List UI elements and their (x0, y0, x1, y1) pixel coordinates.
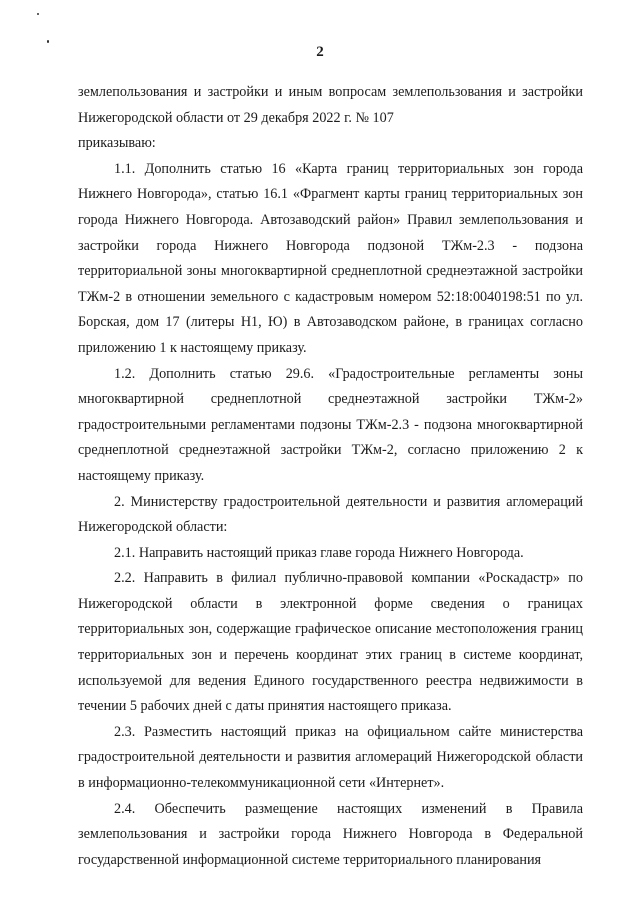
paragraph: 1.1. Дополнить статью 16 «Карта границ территориальных зон города Нижнего Новгорода», статью 16.1 «Фрагмент карты границ территориальных зон города Нижнего Новгорода. Автозаводский район» Правил землепользования и застройки города Нижнего Новгорода подзоной ТЖм-2.3 - подзона территориальной зоны многоквартирной среднеплотной среднеэтажной застройки ТЖм-2 в отношении земельного с кадастровым номером 52:18:0040198:51 по ул. Борская, дом 17 (литеры Н1, Ю) в Автозаводском районе, в границах согласно приложению 1 к настоящему приказу. (78, 160, 583, 356)
paragraph: 2.1. Направить настоящий приказ главе города Нижнего Новгорода. (114, 544, 524, 561)
scan-speck (37, 13, 39, 15)
paragraph: 2. Министерству градостроительной деятельности и развития агломераций Нижегородской области: (78, 493, 583, 536)
document-body (78, 80, 583, 873)
paragraph: 2.4. Обеспечить размещение настоящих изменений в Правила землепользования и застройки города Нижнего Новгорода в Федеральной государственной информационной системе территориального планирования (78, 800, 583, 868)
paragraph: приказываю: (78, 135, 156, 152)
paragraph: землепользования и застройки и иным вопросам землепользования и застройки Нижегородской области от 29 декабря 2022 г. № 107 (78, 84, 583, 126)
paragraph: 2.2. Направить в филиал публично-правовой компании «Роскадастр» по Нижегородской области в электронной форме сведения о границах территориальных зон, содержащие графическое описание местоположения границ территориальных зон и перечень координат этих границ в системе координат, используемой для ведения Единого государственного реестра недвижимости в течении 5 рабочих дней с даты принятия настоящего приказа. (78, 570, 583, 715)
scan-speck (47, 40, 49, 43)
paragraph: 2.3. Разместить настоящий приказ на официальном сайте министерства градостроительной деятельности и развития агломераций Нижегородской области в информационно-телекоммуникационной сети «Интернет». (78, 723, 583, 792)
page-number: 2 (316, 44, 324, 60)
paragraph: 1.2. Дополнить статью 29.6. «Градостроительные регламенты зоны многоквартирной среднеплотной среднеэтажной застройки ТЖм-2» градостроительными регламентами подзоны ТЖм-2.3 - подзона многоквартирной среднеплотной среднеэтажной застройки ТЖм-2, согласно приложению 2 к настоящему приказу. (78, 365, 583, 484)
